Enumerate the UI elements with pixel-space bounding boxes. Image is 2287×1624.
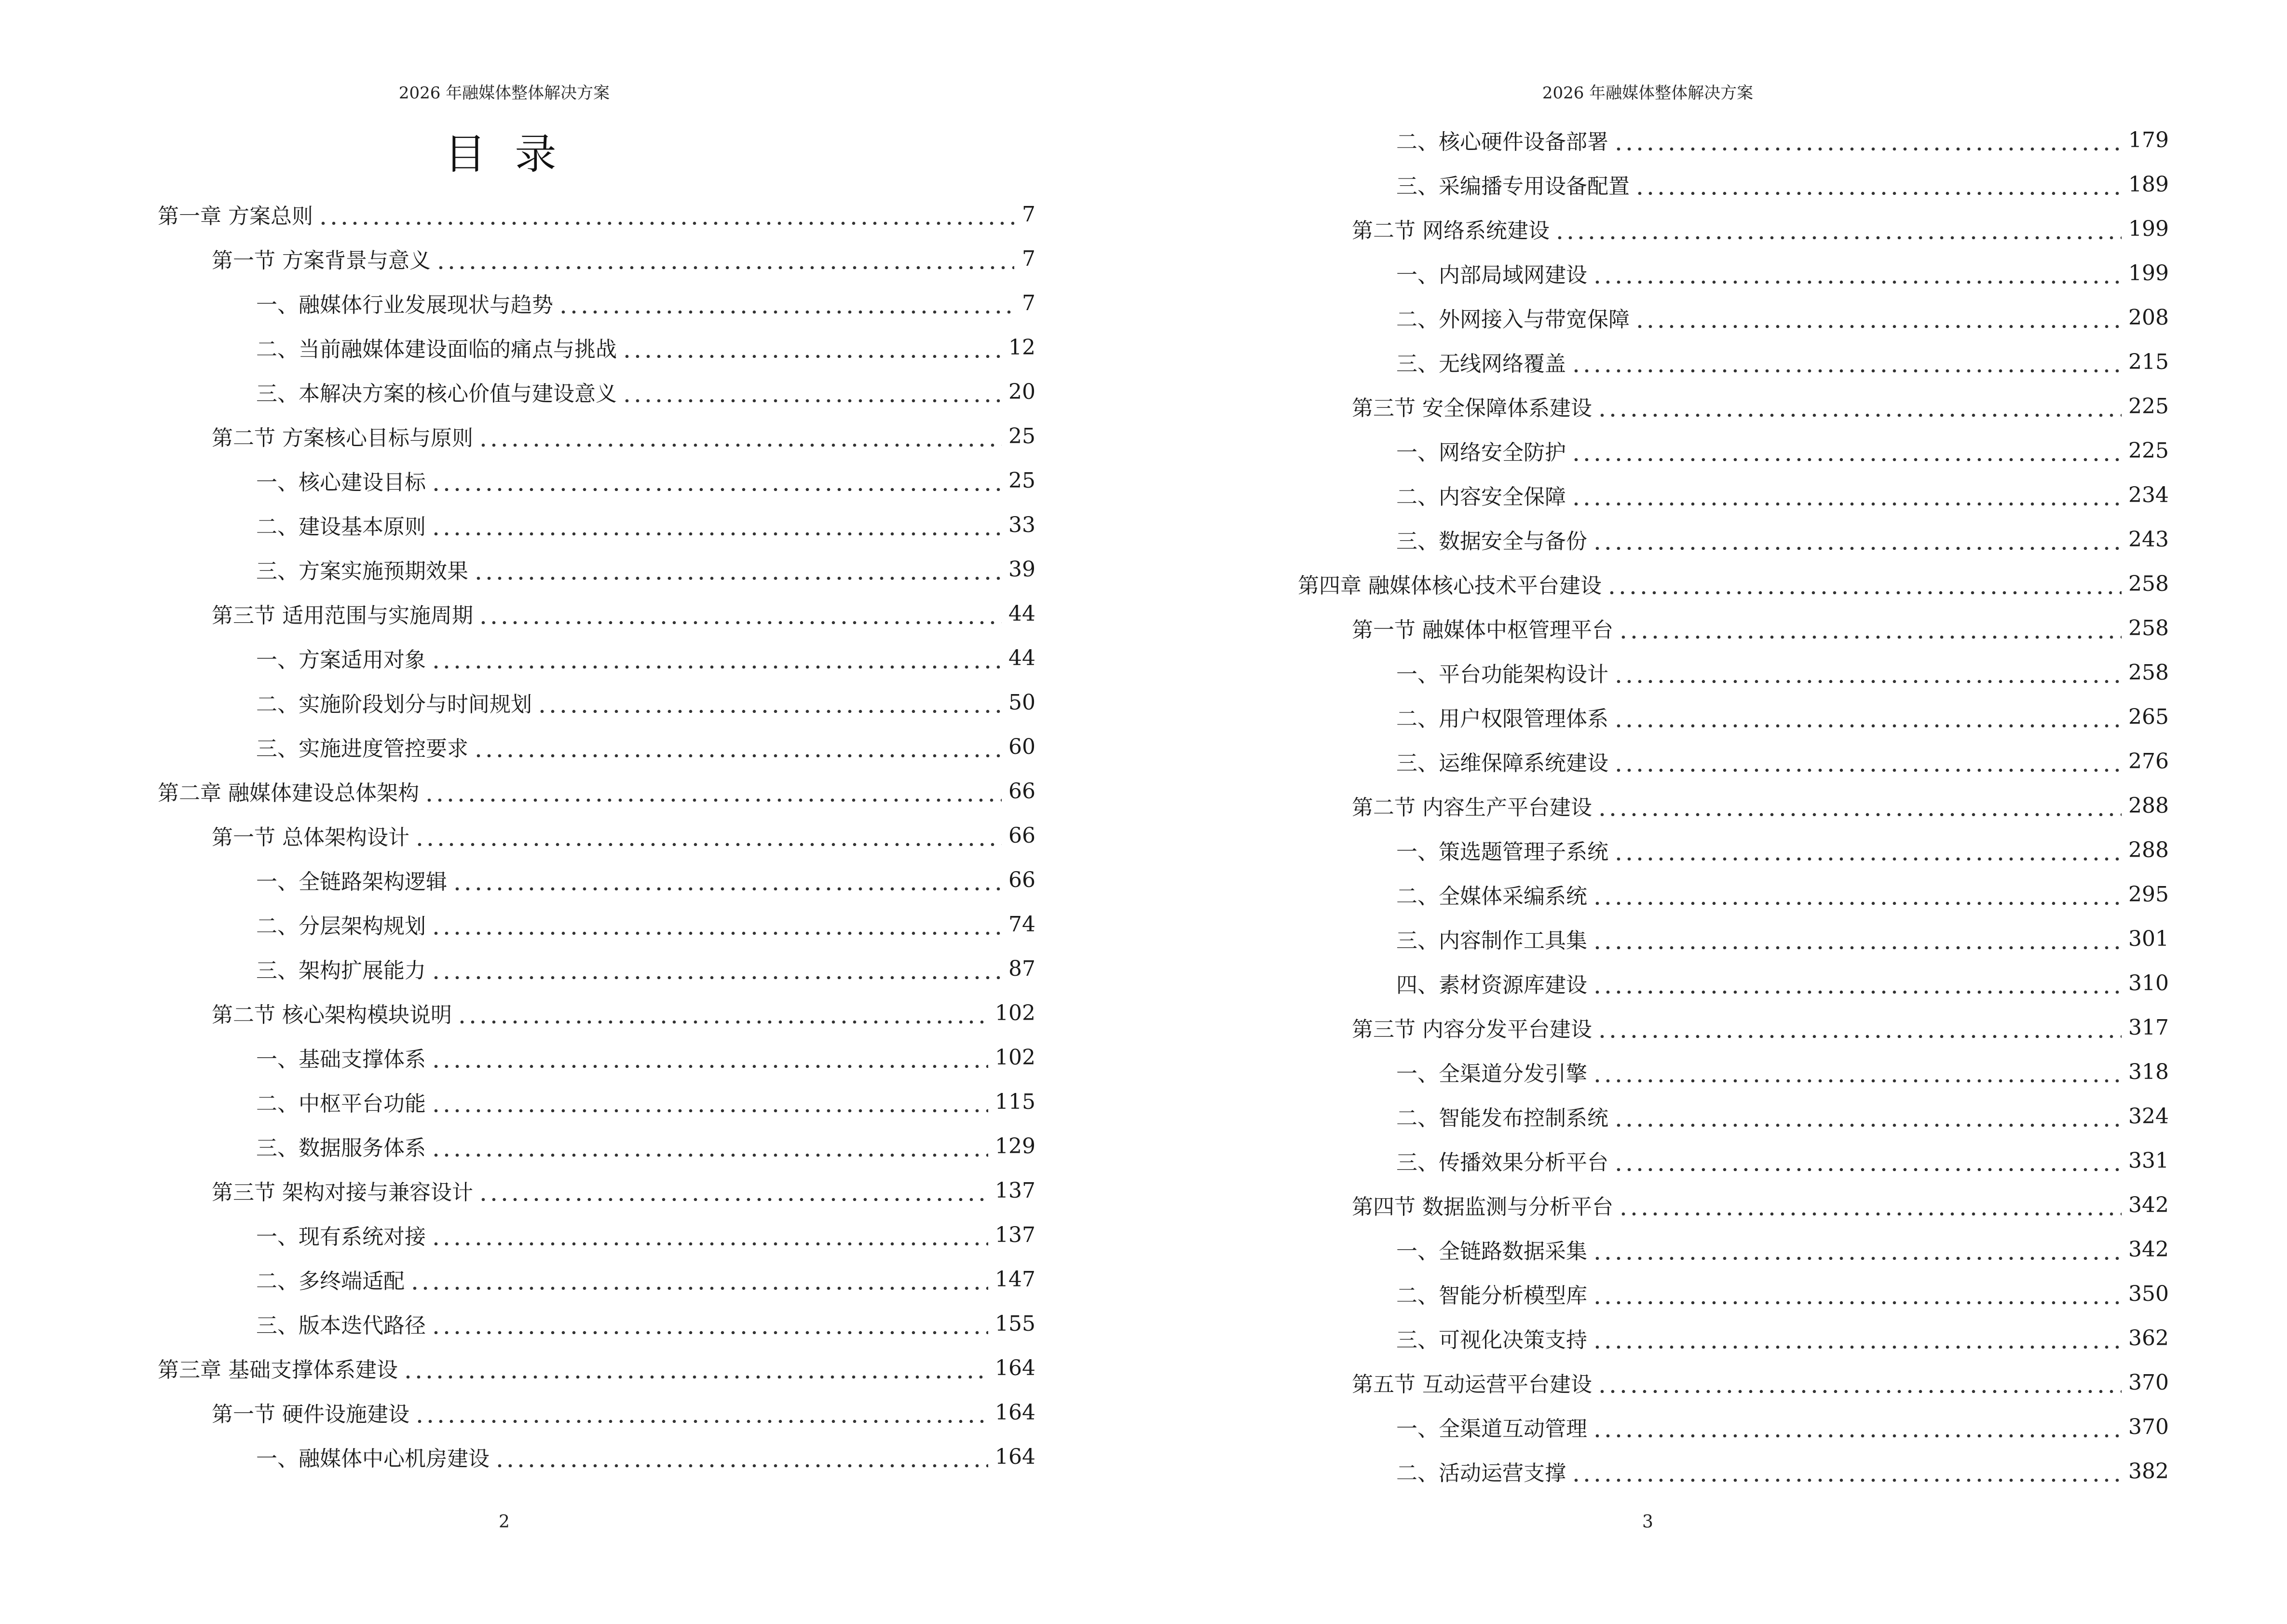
- dot-leader: [414, 825, 1002, 846]
- dot-leader: [1613, 129, 2122, 150]
- toc-entry-section[interactable]: [1298, 783, 2169, 828]
- toc-entry-section[interactable]: [1298, 1360, 2169, 1405]
- toc-entry-page-number: 74: [1008, 912, 1035, 937]
- toc-entry-chapter[interactable]: [158, 192, 1035, 236]
- toc-entry-page-number: 258: [2128, 571, 2169, 596]
- dot-leader: [478, 425, 1002, 447]
- toc-entry-page-number: 301: [2128, 926, 2169, 951]
- dot-leader: [431, 1224, 988, 1245]
- toc-entry-item[interactable]: [158, 902, 1035, 946]
- toc-entry-page-number: 199: [2128, 216, 2169, 241]
- dot-leader: [431, 647, 1002, 669]
- toc-entry-label: 第一章 方案总则: [158, 204, 313, 229]
- toc-entry-item[interactable]: [1298, 162, 2169, 206]
- dot-leader: [622, 381, 1002, 402]
- toc-entry-page-number: 362: [2128, 1325, 2169, 1351]
- toc-entry-page-number: 25: [1008, 423, 1035, 449]
- toc-entry-page-number: 164: [995, 1444, 1035, 1469]
- toc-entry-label: 一、全链路架构逻辑: [256, 870, 447, 894]
- running-header: 2026 年融媒体整体解决方案: [398, 83, 610, 103]
- toc-list: [158, 192, 1035, 1479]
- toc-entry-item[interactable]: [158, 636, 1035, 680]
- toc-entry-page-number: 370: [2128, 1414, 2169, 1439]
- toc-entry-page-number: 66: [1008, 778, 1035, 804]
- toc-entry-chapter[interactable]: [1298, 561, 2169, 606]
- dot-leader: [409, 1269, 988, 1290]
- toc-entry-page-number: 342: [2128, 1237, 2169, 1262]
- toc-entry-page-number: 208: [2128, 305, 2169, 330]
- toc-entry-label: 四、素材资源库建设: [1396, 973, 1587, 997]
- toc-entry-label: 三、数据安全与备份: [1396, 529, 1587, 554]
- toc-entry-item[interactable]: [158, 858, 1035, 902]
- dot-leader: [478, 1180, 988, 1201]
- dot-leader: [1571, 440, 2122, 461]
- toc-entry-page-number: 60: [1008, 734, 1035, 759]
- toc-entry-item[interactable]: [1298, 340, 2169, 384]
- toc-entry-page-number: 164: [995, 1355, 1035, 1380]
- toc-entry-section[interactable]: [1298, 206, 2169, 251]
- dot-leader: [431, 1313, 988, 1334]
- dot-leader: [1592, 928, 2122, 949]
- toc-entry-page-number: 276: [2128, 749, 2169, 774]
- toc-entry-label: 二、中枢平台功能: [256, 1092, 426, 1116]
- toc-entry-page-number: 33: [1008, 512, 1035, 537]
- dot-leader: [1634, 307, 2122, 328]
- toc-entry-label: 三、数据服务体系: [256, 1136, 426, 1160]
- toc-entry-label: 三、内容制作工具集: [1396, 928, 1587, 953]
- dot-leader: [1613, 706, 2122, 727]
- toc-entry-page-number: 324: [2128, 1104, 2169, 1129]
- toc-entry-label: 一、全渠道分发引擎: [1396, 1062, 1587, 1086]
- dot-leader: [1571, 484, 2122, 505]
- dot-leader: [318, 204, 1014, 225]
- toc-entry-item[interactable]: [1298, 916, 2169, 961]
- toc-entry-section[interactable]: [1298, 606, 2169, 650]
- toc-entry-label: 一、核心建设目标: [256, 470, 426, 495]
- toc-entry-page-number: 179: [2128, 127, 2169, 152]
- toc-entry-item[interactable]: [158, 503, 1035, 547]
- toc-entry-label: 三、可视化决策支持: [1396, 1328, 1587, 1352]
- toc-entry-label: 第三节 内容分发平台建设: [1352, 1017, 1592, 1042]
- toc-entry-label: 第二节 内容生产平台建设: [1352, 795, 1592, 820]
- dot-leader: [1592, 1283, 2122, 1304]
- toc-entry-label: 二、全媒体采编系统: [1396, 884, 1587, 909]
- toc-entry-label: 一、基础支撑体系: [256, 1047, 426, 1072]
- toc-entry-item[interactable]: [158, 1301, 1035, 1346]
- toc-entry-section[interactable]: [158, 236, 1035, 281]
- toc-entry-label: 二、智能发布控制系统: [1396, 1106, 1608, 1131]
- toc-entry-page-number: 25: [1008, 468, 1035, 493]
- dot-leader: [1597, 1017, 2122, 1038]
- toc-entry-item[interactable]: [158, 1124, 1035, 1168]
- dot-leader: [1592, 262, 2122, 284]
- dot-leader: [1618, 617, 2122, 639]
- toc-title: 目录: [444, 130, 585, 178]
- toc-entry-label: 第一节 方案背景与意义: [212, 248, 431, 273]
- toc-entry-label: 二、智能分析模型库: [1396, 1283, 1587, 1308]
- toc-entry-label: 三、架构扩展能力: [256, 958, 426, 983]
- toc-entry-item[interactable]: [158, 458, 1035, 503]
- toc-entry-section[interactable]: [158, 813, 1035, 858]
- dot-leader: [1634, 174, 2122, 195]
- toc-entry-label: 一、融媒体中心机房建设: [256, 1447, 490, 1471]
- dot-leader: [1613, 751, 2122, 772]
- toc-entry-item[interactable]: [1298, 650, 2169, 695]
- dot-leader: [431, 914, 1002, 935]
- toc-entry-item[interactable]: [158, 680, 1035, 724]
- toc-entry-page-number: 317: [2128, 1015, 2169, 1040]
- toc-entry-page-number: 265: [2128, 704, 2169, 729]
- toc-entry-page-number: 350: [2128, 1281, 2169, 1306]
- toc-entry-item[interactable]: [1298, 739, 2169, 783]
- dot-leader: [403, 1357, 988, 1378]
- toc-entry-page-number: 50: [1008, 690, 1035, 715]
- toc-entry-page-number: 215: [2128, 349, 2169, 374]
- toc-entry-page-number: 137: [995, 1222, 1035, 1247]
- toc-entry-section[interactable]: [1298, 1005, 2169, 1050]
- dot-leader: [1618, 1194, 2122, 1215]
- dot-leader: [494, 1446, 988, 1467]
- page-number: 2: [499, 1512, 510, 1532]
- toc-entry-item[interactable]: [158, 547, 1035, 591]
- dot-leader: [1613, 839, 2122, 860]
- toc-entry-item[interactable]: [158, 1035, 1035, 1079]
- toc-entry-label: 三、实施进度管控要求: [256, 737, 468, 761]
- dot-leader: [1592, 529, 2122, 550]
- toc-entry-page-number: 147: [995, 1267, 1035, 1292]
- toc-entry-item[interactable]: [1298, 695, 2169, 739]
- dot-leader: [431, 1135, 988, 1157]
- toc-entry-chapter[interactable]: [158, 769, 1035, 813]
- dot-leader: [1597, 795, 2122, 816]
- toc-entry-item[interactable]: [158, 724, 1035, 769]
- toc-entry-item[interactable]: [158, 1079, 1035, 1124]
- dot-leader: [1592, 884, 2122, 905]
- toc-entry-label: 三、方案实施预期效果: [256, 559, 468, 584]
- toc-entry-page-number: 12: [1008, 335, 1035, 360]
- toc-entry-label: 三、传播效果分析平台: [1396, 1150, 1608, 1175]
- toc-entry-page-number: 258: [2128, 615, 2169, 641]
- dot-leader: [414, 1402, 988, 1423]
- toc-entry-chapter[interactable]: [158, 1346, 1035, 1390]
- toc-entry-item[interactable]: [1298, 828, 2169, 872]
- toc-entry-page-number: 199: [2128, 260, 2169, 286]
- toc-entry-page-number: 87: [1008, 956, 1035, 981]
- toc-entry-label: 第二章 融媒体建设总体架构: [158, 781, 419, 805]
- toc-entry-item[interactable]: [1298, 118, 2169, 162]
- toc-entry-section[interactable]: [158, 414, 1035, 458]
- toc-entry-item[interactable]: [158, 1257, 1035, 1301]
- toc-entry-label: 第三节 安全保障体系建设: [1352, 396, 1592, 421]
- toc-entry-label: 第一节 融媒体中枢管理平台: [1352, 618, 1613, 642]
- toc-entry-label: 二、当前融媒体建设面临的痛点与挑战: [256, 337, 617, 362]
- dot-leader: [478, 603, 1002, 624]
- toc-entry-label: 二、建设基本原则: [256, 515, 426, 539]
- toc-entry-item[interactable]: [1298, 251, 2169, 295]
- dot-leader: [436, 248, 1014, 269]
- toc-entry-page-number: 225: [2128, 394, 2169, 419]
- dot-leader: [457, 1002, 988, 1024]
- page-number: 3: [1642, 1512, 1653, 1532]
- dot-leader: [622, 337, 1002, 358]
- dot-leader: [1592, 1061, 2122, 1082]
- toc-entry-page-number: 44: [1008, 601, 1035, 626]
- dot-leader: [1606, 573, 2122, 594]
- toc-entry-page-number: 225: [2128, 438, 2169, 463]
- toc-entry-page-number: 331: [2128, 1148, 2169, 1173]
- toc-entry-item[interactable]: [1298, 1050, 2169, 1094]
- toc-entry-label: 二、分层架构规划: [256, 914, 426, 939]
- toc-entry-label: 一、全链路数据采集: [1396, 1239, 1587, 1264]
- toc-entry-item[interactable]: [1298, 1138, 2169, 1183]
- toc-entry-label: 第二节 核心架构模块说明: [212, 1003, 452, 1027]
- dot-leader: [431, 958, 1002, 979]
- toc-entry-page-number: 258: [2128, 660, 2169, 685]
- dot-leader: [1597, 396, 2122, 417]
- toc-entry-page-number: 310: [2128, 970, 2169, 996]
- toc-entry-label: 二、内容安全保障: [1396, 485, 1566, 509]
- toc-entry-label: 三、运维保障系统建设: [1396, 751, 1608, 776]
- dot-leader: [537, 692, 1002, 713]
- toc-entry-label: 二、用户权限管理体系: [1396, 707, 1608, 731]
- dot-leader: [1592, 972, 2122, 994]
- toc-entry-item[interactable]: [1298, 961, 2169, 1005]
- toc-entry-label: 第四章 融媒体核心技术平台建设: [1298, 573, 1602, 598]
- dot-leader: [558, 292, 1014, 314]
- toc-entry-label: 一、内部局域网建设: [1396, 263, 1587, 287]
- toc-entry-label: 二、核心硬件设备部署: [1396, 130, 1608, 154]
- document-page-right: [1144, 0, 2287, 1624]
- toc-entry-page-number: 164: [995, 1400, 1035, 1425]
- toc-entry-item[interactable]: [158, 325, 1035, 369]
- toc-entry-item[interactable]: [1298, 872, 2169, 916]
- dot-leader: [431, 514, 1002, 535]
- toc-entry-item[interactable]: [1298, 1316, 2169, 1360]
- toc-list: [1298, 118, 2169, 1493]
- toc-entry-label: 第四节 数据监测与分析平台: [1352, 1195, 1613, 1219]
- toc-entry-section[interactable]: [158, 991, 1035, 1035]
- toc-entry-page-number: 382: [2128, 1459, 2169, 1484]
- toc-entry-label: 第一节 总体架构设计: [212, 825, 409, 850]
- dot-leader: [473, 736, 1002, 757]
- toc-entry-page-number: 295: [2128, 882, 2169, 907]
- toc-entry-label: 第三章 基础支撑体系建设: [158, 1358, 398, 1382]
- toc-entry-item[interactable]: [1298, 473, 2169, 517]
- toc-entry-page-number: 7: [1022, 202, 1035, 227]
- toc-entry-page-number: 189: [2128, 172, 2169, 197]
- dot-leader: [431, 1091, 988, 1112]
- toc-entry-label: 二、实施阶段划分与时间规划: [256, 692, 532, 717]
- toc-entry-page-number: 318: [2128, 1059, 2169, 1084]
- toc-entry-item[interactable]: [1298, 1271, 2169, 1316]
- toc-entry-section[interactable]: [158, 591, 1035, 636]
- toc-entry-item[interactable]: [1298, 1405, 2169, 1449]
- dot-leader: [1613, 1150, 2122, 1171]
- toc-entry-label: 第二节 方案核心目标与原则: [212, 426, 473, 450]
- toc-entry-page-number: 102: [995, 1000, 1035, 1025]
- toc-entry-label: 第五节 互动运营平台建设: [1352, 1372, 1592, 1397]
- toc-entry-page-number: 66: [1008, 867, 1035, 892]
- toc-entry-item[interactable]: [1298, 517, 2169, 561]
- toc-entry-page-number: 44: [1008, 645, 1035, 670]
- toc-entry-label: 第三节 架构对接与兼容设计: [212, 1180, 473, 1205]
- toc-entry-item[interactable]: [158, 946, 1035, 991]
- toc-entry-item[interactable]: [158, 369, 1035, 414]
- dot-leader: [1613, 1105, 2122, 1127]
- toc-entry-page-number: 342: [2128, 1192, 2169, 1217]
- toc-entry-label: 二、多终端适配: [256, 1269, 405, 1294]
- toc-entry-page-number: 137: [995, 1178, 1035, 1203]
- toc-entry-item[interactable]: [158, 281, 1035, 325]
- dot-leader: [1571, 351, 2122, 372]
- toc-entry-label: 第三节 适用范围与实施周期: [212, 603, 473, 628]
- toc-entry-page-number: 102: [995, 1045, 1035, 1070]
- toc-entry-item[interactable]: [158, 1434, 1035, 1479]
- dot-leader: [1571, 1460, 2122, 1482]
- dot-leader: [431, 470, 1002, 491]
- toc-entry-section[interactable]: [158, 1390, 1035, 1434]
- toc-entry-page-number: 66: [1008, 823, 1035, 848]
- toc-entry-section[interactable]: [158, 1168, 1035, 1213]
- toc-entry-label: 三、无线网络覆盖: [1396, 352, 1566, 376]
- toc-entry-section[interactable]: [1298, 384, 2169, 428]
- toc-entry-page-number: 129: [995, 1133, 1035, 1159]
- toc-entry-label: 三、采编播专用设备配置: [1396, 174, 1630, 199]
- toc-entry-page-number: 370: [2128, 1370, 2169, 1395]
- toc-entry-label: 三、本解决方案的核心价值与建设意义: [256, 382, 617, 406]
- toc-entry-label: 一、网络安全防护: [1396, 440, 1566, 465]
- toc-entry-page-number: 234: [2128, 482, 2169, 507]
- toc-entry-item[interactable]: [1298, 1449, 2169, 1493]
- dot-leader: [473, 559, 1002, 580]
- toc-entry-label: 一、全渠道互动管理: [1396, 1417, 1587, 1441]
- toc-entry-page-number: 7: [1022, 246, 1035, 271]
- toc-entry-label: 二、活动运营支撑: [1396, 1461, 1566, 1486]
- dot-leader: [1554, 218, 2122, 239]
- toc-entry-page-number: 39: [1008, 557, 1035, 582]
- toc-entry-label: 一、现有系统对接: [256, 1225, 426, 1249]
- toc-entry-page-number: 288: [2128, 793, 2169, 818]
- toc-entry-page-number: 20: [1008, 379, 1035, 404]
- toc-entry-label: 第一节 硬件设施建设: [212, 1402, 409, 1427]
- dot-leader: [424, 780, 1002, 802]
- toc-entry-item[interactable]: [1298, 1094, 2169, 1138]
- dot-leader: [1592, 1239, 2122, 1260]
- toc-entry-label: 一、融媒体行业发展现状与趋势: [256, 293, 553, 317]
- running-header: 2026 年融媒体整体解决方案: [1542, 83, 1754, 103]
- toc-entry-item[interactable]: [1298, 428, 2169, 473]
- toc-entry-label: 二、外网接入与带宽保障: [1396, 307, 1630, 332]
- toc-entry-page-number: 115: [995, 1089, 1035, 1114]
- dot-leader: [1613, 662, 2122, 683]
- toc-entry-item[interactable]: [1298, 1227, 2169, 1271]
- toc-entry-item[interactable]: [1298, 295, 2169, 340]
- toc-entry-page-number: 288: [2128, 837, 2169, 862]
- dot-leader: [1597, 1372, 2122, 1393]
- dot-leader: [452, 869, 1002, 890]
- toc-entry-label: 一、方案适用对象: [256, 648, 426, 672]
- toc-entry-page-number: 243: [2128, 527, 2169, 552]
- toc-entry-item[interactable]: [158, 1213, 1035, 1257]
- toc-entry-page-number: 7: [1022, 290, 1035, 315]
- toc-entry-label: 三、版本迭代路径: [256, 1313, 426, 1338]
- toc-entry-section[interactable]: [1298, 1183, 2169, 1227]
- toc-entry-label: 一、平台功能架构设计: [1396, 662, 1608, 687]
- dot-leader: [1592, 1416, 2122, 1437]
- toc-entry-page-number: 155: [995, 1311, 1035, 1336]
- toc-entry-label: 一、策选题管理子系统: [1396, 840, 1608, 864]
- dot-leader: [431, 1047, 988, 1068]
- dot-leader: [1592, 1327, 2122, 1349]
- toc-entry-label: 第二节 网络系统建设: [1352, 218, 1550, 243]
